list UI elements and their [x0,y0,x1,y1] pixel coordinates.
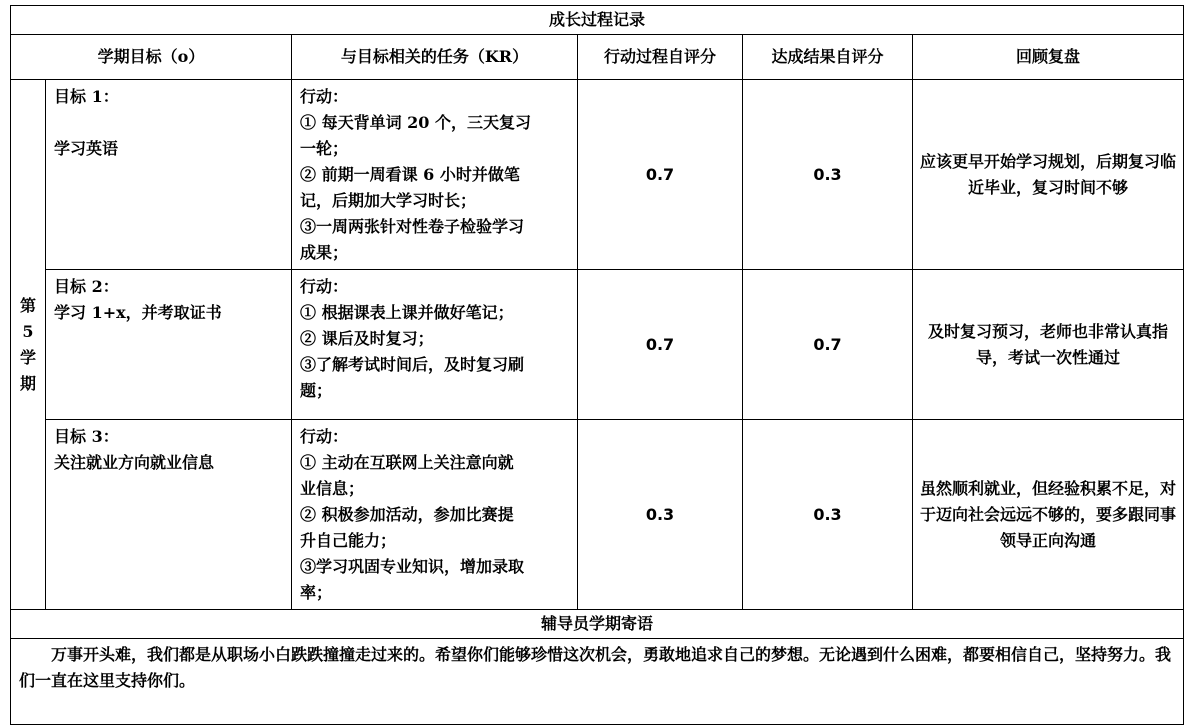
process-score: 0.3 [578,420,743,610]
kr-line: ③学习巩固专业知识，增加录取 [300,557,525,576]
result-score: 0.3 [743,80,913,270]
review-text: 虽然顺利就业，但经验积累不足，对于迈向社会远远不够的，要多跟同事领导正向沟通 [913,420,1184,610]
kr-line: 一轮； [300,139,349,158]
table-row [11,270,1184,420]
kr-cell [292,420,578,610]
goal-name: 学习英语 [54,139,119,158]
header-kr: 与目标相关的任务（KR） [292,35,578,80]
kr-line: ③一周两张针对性卷子检验学习 [300,217,525,236]
table-title: 成长过程记录 [11,6,1184,35]
review-text: 及时复习预习，老师也非常认真指导，考试一次性通过 [913,270,1184,420]
kr-line: 业信息； [300,479,365,498]
term-char: 学 [19,347,36,367]
goal-label: 目标 1： [54,87,119,106]
goal-cell [46,80,292,270]
header-process-score: 行动过程自评分 [578,35,743,80]
kr-cell [292,270,578,420]
growth-record-table [10,5,1184,725]
kr-line: ② 课后及时复习； [300,329,434,348]
table-row [11,80,1184,270]
review-text: 应该更早开始学习规划，后期复习临近毕业，复习时间不够 [913,80,1184,270]
result-score: 0.7 [743,270,913,420]
kr-line: 题； [300,381,333,400]
process-score: 0.7 [578,80,743,270]
term-char: 第 [19,295,36,315]
kr-line: ③了解考试时间后，及时复习刷 [300,355,525,374]
goal-label: 目标 2： [54,277,119,296]
kr-cell [292,80,578,270]
goal-label: 目标 3： [54,427,119,446]
kr-line: ① 根据课表上课并做好笔记； [300,303,514,322]
mentor-section-title: 辅导员学期寄语 [11,610,1184,639]
goal-cell [46,420,292,610]
kr-line: 率； [300,583,333,602]
term-label [11,80,46,610]
kr-line: ② 前期一周看课 6 小时并做笔 [300,165,520,184]
goal-cell [46,270,292,420]
kr-line: 行动： [300,277,349,296]
kr-line: 成果； [300,243,349,262]
kr-line: 行动： [300,427,349,446]
mentor-message: 万事开头难，我们都是从职场小白跌跌撞撞走过来的。希望你们能够珍惜这次机会，勇敢地追求自己的梦想。无论遇到什么困难，都要相信自己，坚持努力。我们一直在这里支持你们。 [11,639,1184,725]
result-score: 0.3 [743,420,913,610]
kr-line: ① 主动在互联网上关注意向就 [300,453,514,472]
table-row [11,420,1184,610]
header-goal: 学期目标（o） [11,35,292,80]
kr-line: 行动： [300,87,349,106]
goal-name: 关注就业方向就业信息 [54,453,215,472]
kr-line: ① 每天背单词 20 个，三天复习 [300,113,531,132]
kr-line: ② 积极参加活动，参加比赛提 [300,505,514,524]
kr-line: 记，后期加大学习时长； [300,191,477,210]
process-score: 0.7 [578,270,743,420]
goal-name: 学习 1+x，并考取证书 [54,303,222,322]
term-char: 5 [22,321,34,341]
kr-line: 升自己能力； [300,531,397,550]
header-result-score: 达成结果自评分 [743,35,913,80]
header-review: 回顾复盘 [913,35,1184,80]
term-char: 期 [19,373,36,393]
